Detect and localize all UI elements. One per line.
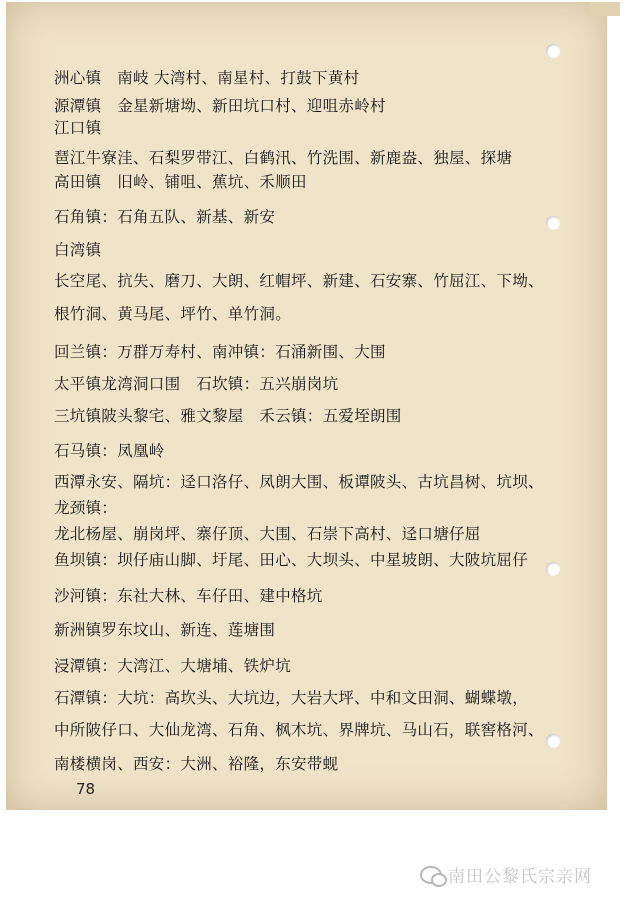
text-line: 长空尾、抗失、磨刀、大朗、红帽坪、新建、石安寨、竹屈江、下坳、 bbox=[54, 272, 544, 290]
text-line: 龙颈镇： bbox=[54, 499, 118, 517]
text-line: 石潭镇：大坑：高坎头、大坑边，大岩大坪、中和文田洞、蝴蝶墩， bbox=[54, 689, 529, 707]
page-tab bbox=[590, 2, 620, 16]
text-line: 洲心镇 南岐 大湾村、南星村、打鼓下黄村 bbox=[54, 69, 360, 87]
text-line: 石角镇：石角五队、新基、新安 bbox=[54, 208, 276, 226]
wechat-icon bbox=[420, 866, 442, 884]
text-line: 根竹洞、黄马尾、坪竹、单竹洞。 bbox=[54, 305, 292, 323]
text-line: 浸潭镇：大湾江、大塘埔、铁炉坑 bbox=[54, 657, 292, 675]
text-line: 石马镇：凤凰岭 bbox=[54, 442, 165, 460]
text-line: 鱼坝镇：坝仔庙山脚、圩尾、田心、大坝头、中星坡朗、大陂坑屈仔 bbox=[54, 551, 529, 569]
document-page bbox=[6, 2, 607, 810]
text-line: 沙河镇：东社大林、车仔田、建中格坑 bbox=[54, 587, 323, 605]
watermark bbox=[420, 862, 592, 887]
text-line: 龙北杨屋、崩岗坪、寨仔顶、大围、石崇下高村、迳口塘仔屈 bbox=[54, 525, 481, 543]
text-line: 中所陂仔口、大仙龙湾、石角、枫木坑、界牌坑、马山石，联窖格河、 bbox=[54, 721, 544, 739]
text-line: 新洲镇罗东坟山、新连、莲塘围 bbox=[54, 621, 276, 639]
text-line: 西潭永安、隔坑：迳口洛仔、凤朗大围、板谭陂头、古坑昌树、坑坝、 bbox=[54, 473, 544, 491]
text-line: 源潭镇 金星新塘坳、新田坑口村、迎咀赤岭村 bbox=[54, 97, 386, 115]
text-line: 江口镇 bbox=[54, 119, 102, 137]
text-line: 高田镇 旧岭、铺咀、蕉坑、禾顺田 bbox=[54, 173, 307, 191]
binder-hole bbox=[546, 44, 560, 58]
text-line: 南楼横岗、西安：大洲、裕隆，东安带蚬 bbox=[54, 755, 339, 773]
page-number: 78 bbox=[76, 780, 96, 798]
watermark-text: 南田公黎氏宗亲网 bbox=[448, 867, 592, 887]
text-line: 回兰镇：万群万寿村、南冲镇：石涌新围、大围 bbox=[54, 343, 386, 361]
text-line: 三坑镇陂头黎宅、雅文黎屋 禾云镇：五爱垤朗围 bbox=[54, 407, 402, 425]
text-line: 白湾镇 bbox=[54, 241, 102, 259]
text-line: 太平镇龙湾洞口围 石坎镇：五兴崩岗坑 bbox=[54, 375, 339, 393]
text-line: 琶江牛寮洼、石梨罗带江、白鹤汛、竹洗围、新鹿盎、独屋、探塘 bbox=[54, 149, 513, 167]
